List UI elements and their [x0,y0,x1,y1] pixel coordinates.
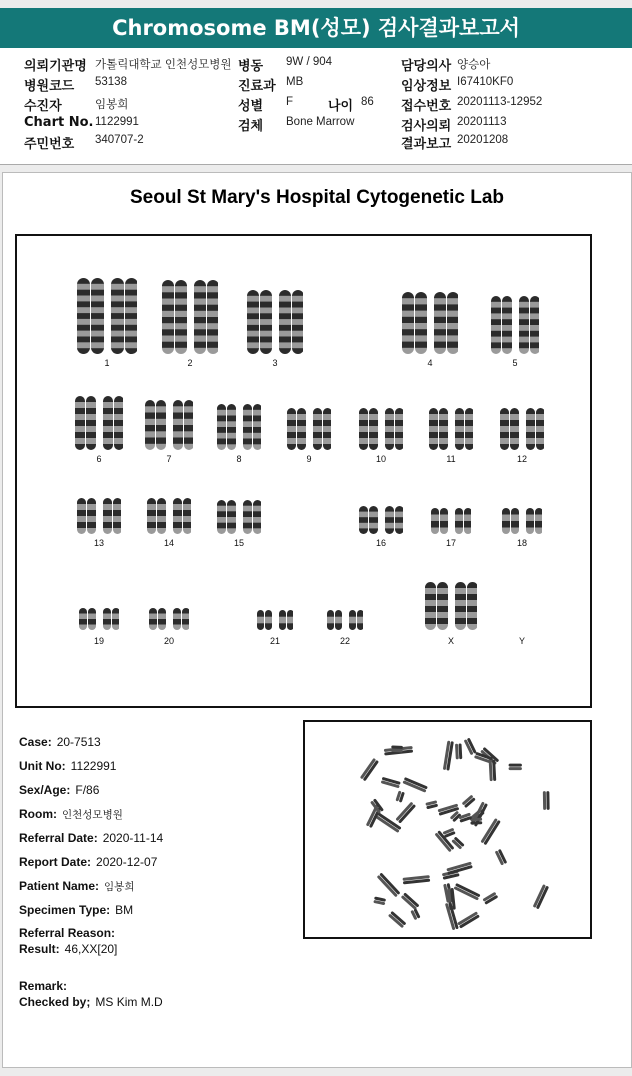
report-field-label: Referral Reason: [19,926,116,940]
info-label: 수진자 [24,99,62,114]
chromosome-label: 10 [375,454,386,464]
info-label: 나이 [328,99,354,114]
info-value: 가톨릭대학교 인천성모병원 [95,59,232,71]
chromosome-label: 21 [269,636,280,646]
report-field-value: 1122991 [70,759,117,773]
chromosome-pair-14 [147,498,191,538]
report-field-value: MS Kim M.D [95,995,163,1009]
chromosome-pair-3 [247,290,303,358]
report-field-value: BM [115,903,134,917]
chromosome-pair-1 [77,278,137,358]
info-value: 20201113-12952 [457,96,543,108]
lab-title: Seoul St Mary's Hospital Cytogenetic Lab [129,187,505,208]
report-field-value: F/86 [75,783,100,797]
chromosome-label: 11 [446,454,456,464]
info-label: 검사의뢰 [401,119,452,134]
chromosome-label: 17 [445,538,456,548]
report-field-value: 46,XX[20] [64,942,118,956]
chromosome-pair-4 [402,292,458,358]
chromosome-label: 16 [375,538,386,548]
report-field [19,831,163,845]
chromosome-pair-21 [257,610,293,634]
chromosome-pair-22 [327,610,363,634]
report-field-label: Room: [19,807,57,821]
report-field [19,735,101,749]
patient-info-panel [0,48,632,165]
chromosome-label: 12 [516,454,527,464]
report-field-label: Sex/Age: [19,783,71,797]
chromosome-label: 19 [93,636,104,646]
info-value: 20201113 [457,116,507,128]
chromosome-pair-19 [79,608,119,634]
report-field [19,903,133,917]
chromosome-pair-7 [145,400,193,454]
report-field [19,807,123,822]
chromosome-label: 3 [272,358,278,368]
info-value: 86 [361,96,374,108]
info-label: 병동 [238,59,264,74]
chromosome-label: 1 [104,358,110,368]
info-label: Chart No. [24,115,94,130]
info-label: 결과보고 [401,137,452,152]
chromosome-label: 14 [163,538,174,548]
chromosome-pair-9 [287,408,331,454]
report-field-value: 임봉희 [104,881,135,893]
chromosome-pair-16 [359,506,403,538]
chromosome-pair-6 [75,396,123,454]
info-value: MB [286,76,304,88]
report-field [19,783,99,797]
info-label: 접수번호 [401,99,452,114]
chromosome-label: 15 [233,538,244,548]
report-field [19,995,163,1009]
chromosome-pair-18 [502,508,542,538]
chromosome-label: 6 [96,454,102,464]
report-field-label: Result: [19,942,60,956]
report-field-value: 2020-12-07 [96,855,158,869]
chromosome-pair-8 [217,404,261,454]
report-field-label: Unit No: [19,759,66,773]
chromosome-label: 5 [512,358,518,368]
report-field-label: Referral Date: [19,831,98,845]
report-field [19,979,72,993]
report-field-label: Case: [19,735,52,749]
chromosome-label: 9 [306,454,312,464]
info-value: 340707-2 [95,134,144,146]
chromosome-label: 8 [236,454,242,464]
karyotype-image [15,234,592,708]
info-value: 53138 [95,76,127,88]
chromosome-label: 20 [163,636,174,646]
chromosome-pair-17 [431,508,471,538]
report-field [19,942,117,956]
info-value: 양승아 [457,59,491,71]
chromosome-pair-2 [162,280,218,358]
info-value: 1122991 [95,116,139,128]
report-field-value: 2020-11-14 [102,831,164,845]
report-field [19,855,157,869]
report-field-value: 20-7513 [56,735,101,749]
report-field [19,879,134,894]
info-label: 진료과 [238,79,276,94]
metaphase-spread-image [303,720,592,939]
report-field [19,759,116,773]
report-sheet [2,172,632,1068]
info-value: 9W / 904 [286,56,333,68]
info-value: F [286,96,294,108]
info-value: 20201208 [457,134,509,146]
report-field-label: Checked by; [19,995,91,1009]
info-label: 성별 [238,99,264,114]
info-value: I67410KF0 [457,76,514,88]
info-label: 임상정보 [401,79,452,94]
chromosome-pair-11 [429,408,473,454]
chromosome-label: 22 [339,636,350,646]
report-field-value: 인천성모병원 [62,809,123,821]
chromosome-label: 2 [187,358,193,368]
chromosome-pair-5 [491,296,539,358]
report-field-label: Report Date: [19,855,92,869]
chromosome-label: 13 [93,538,104,548]
info-label: 의뢰기관명 [24,59,87,74]
chromosome-pair-x [425,582,477,634]
report-field-label: Patient Name: [19,879,100,893]
chromosome-pair-12 [500,408,544,454]
chromosome-pair-13 [77,498,121,538]
chromosome-pair-10 [359,408,403,454]
chromosome-label: 18 [516,538,527,548]
info-label: 병원코드 [24,79,75,94]
info-value: Bone Marrow [286,116,355,128]
info-label: 주민번호 [24,137,75,152]
chromosome-pair-15 [217,500,261,538]
report-title: Chromosome BM(성모) 검사결과보고서 [0,8,632,48]
chromosome-pair-20 [149,608,189,634]
info-label: 검체 [238,119,264,134]
report-field-label: Specimen Type: [19,903,111,917]
chromosome-label: X [447,636,454,646]
metaphase-spread-graphic [305,722,590,937]
chromosome-label: 7 [166,454,172,464]
chromosome-label: 4 [427,358,433,368]
report-field [19,926,120,940]
info-value: 임봉희 [95,99,129,111]
report-field-label: Remark: [19,979,68,993]
chromosome-label: Y [518,636,525,646]
info-label: 담당의사 [401,59,452,74]
